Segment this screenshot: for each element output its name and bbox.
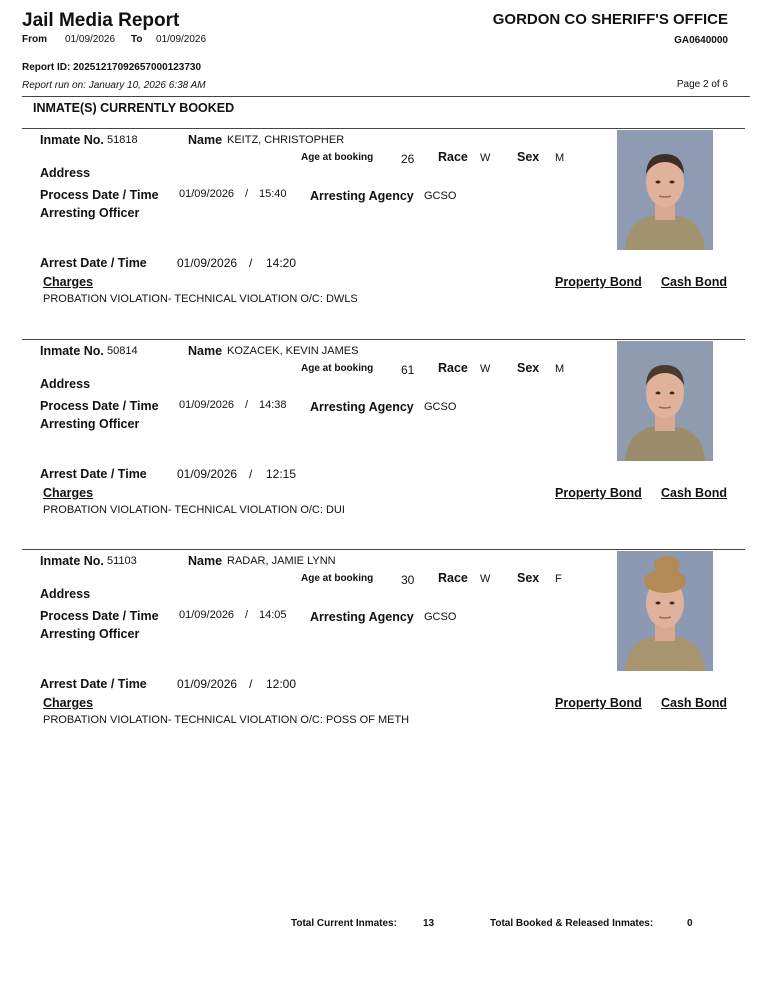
arrest-label: Arrest Date / Time xyxy=(40,467,147,481)
name-value: RADAR, JAMIE LYNN xyxy=(227,555,336,567)
process-label: Process Date / Time xyxy=(40,399,159,413)
name-label: Name xyxy=(188,344,223,358)
arrest-time: 14:20 xyxy=(266,256,297,270)
from-date: 01/09/2026 xyxy=(65,34,116,45)
inmate-record xyxy=(0,339,773,549)
age-label: Age at booking xyxy=(301,363,374,374)
agency-name: GORDON CO SHERIFF'S OFFICE xyxy=(492,11,728,28)
arrest-date: 01/09/2026 xyxy=(177,467,238,481)
arrest-date: 01/09/2026 xyxy=(177,677,238,691)
agency-label: Arresting Agency xyxy=(310,610,414,624)
sex-value: F xyxy=(555,573,562,585)
report-id: Report ID: 20251217092657000123730 xyxy=(22,62,202,73)
property-bond-label: Property Bond xyxy=(555,696,642,710)
age-value: 61 xyxy=(401,363,415,377)
booking-photo xyxy=(617,551,713,671)
agency-value: GCSO xyxy=(424,401,457,413)
address-label: Address xyxy=(40,587,91,601)
charges-label: Charges xyxy=(43,696,94,710)
process-sep: / xyxy=(245,188,249,200)
booking-photo xyxy=(617,341,713,461)
name-label: Name xyxy=(188,133,223,147)
to-date: 01/09/2026 xyxy=(156,34,207,45)
record-divider xyxy=(22,549,745,550)
process-time: 15:40 xyxy=(259,188,287,200)
arrest-time: 12:15 xyxy=(266,467,297,481)
agency-value: GCSO xyxy=(424,190,457,202)
arrest-label: Arrest Date / Time xyxy=(40,677,147,691)
officer-label: Arresting Officer xyxy=(40,417,140,431)
sex-label: Sex xyxy=(517,361,540,375)
charge-text: PROBATION VIOLATION- TECHNICAL VIOLATION O/C: POSS OF METH xyxy=(43,714,410,726)
inmate-record xyxy=(0,549,773,759)
to-label: To xyxy=(131,34,143,45)
race-label: Race xyxy=(438,150,468,164)
total-released-value: 0 xyxy=(687,918,693,929)
process-sep: / xyxy=(245,609,249,621)
page-number: Page 2 of 6 xyxy=(676,79,728,90)
total-released-label: Total Booked & Released Inmates: xyxy=(490,918,654,929)
total-current-label: Total Current Inmates: xyxy=(291,918,397,929)
cash-bond-label: Cash Bond xyxy=(661,275,727,289)
record-divider xyxy=(22,128,745,129)
race-value: W xyxy=(480,152,491,164)
arrest-sep: / xyxy=(249,467,253,481)
process-date: 01/09/2026 xyxy=(179,609,235,621)
inmate-no-label: Inmate No. xyxy=(40,133,104,147)
charges-label: Charges xyxy=(43,275,94,289)
sex-value: M xyxy=(555,152,565,164)
inmate-no-value: 51818 xyxy=(107,134,138,146)
process-date: 01/09/2026 xyxy=(179,188,235,200)
age-label: Age at booking xyxy=(301,152,374,163)
from-label: From xyxy=(22,34,47,45)
cash-bond-label: Cash Bond xyxy=(661,486,727,500)
record-divider xyxy=(22,339,745,340)
process-time: 14:05 xyxy=(259,609,287,621)
arrest-label: Arrest Date / Time xyxy=(40,256,147,270)
agency-value: GCSO xyxy=(424,611,457,623)
address-label: Address xyxy=(40,377,91,391)
process-time: 14:38 xyxy=(259,399,287,411)
race-label: Race xyxy=(438,361,468,375)
process-date: 01/09/2026 xyxy=(179,399,235,411)
process-label: Process Date / Time xyxy=(40,188,159,202)
inmate-no-value: 50814 xyxy=(107,345,138,357)
cash-bond-label: Cash Bond xyxy=(661,696,727,710)
sex-label: Sex xyxy=(517,150,540,164)
section-title: INMATE(S) CURRENTLY BOOKED xyxy=(33,101,235,115)
charge-text: PROBATION VIOLATION- TECHNICAL VIOLATION O/C: DUI xyxy=(43,504,345,516)
arrest-time: 12:00 xyxy=(266,677,297,691)
inmate-record xyxy=(0,128,773,338)
arrest-date: 01/09/2026 xyxy=(177,256,238,270)
inmate-no-label: Inmate No. xyxy=(40,344,104,358)
officer-label: Arresting Officer xyxy=(40,627,140,641)
charges-label: Charges xyxy=(43,486,94,500)
inmate-no-value: 51103 xyxy=(107,555,137,567)
arrest-sep: / xyxy=(249,677,253,691)
address-label: Address xyxy=(40,166,91,180)
age-value: 30 xyxy=(401,573,415,587)
header-divider xyxy=(22,96,750,97)
agency-label: Arresting Agency xyxy=(310,189,414,203)
name-value: KOZACEK, KEVIN JAMES xyxy=(227,345,359,357)
age-value: 26 xyxy=(401,152,415,166)
booking-photo xyxy=(617,130,713,250)
sex-value: M xyxy=(555,363,565,375)
report-run: Report run on: January 10, 2026 6:38 AM xyxy=(22,80,206,91)
race-value: W xyxy=(480,573,491,585)
property-bond-label: Property Bond xyxy=(555,275,642,289)
process-label: Process Date / Time xyxy=(40,609,159,623)
total-current-value: 13 xyxy=(423,918,435,929)
report-title: Jail Media Report xyxy=(22,10,180,31)
name-value: KEITZ, CHRISTOPHER xyxy=(227,134,345,146)
ori-code: GA0640000 xyxy=(674,35,728,46)
property-bond-label: Property Bond xyxy=(555,486,642,500)
age-label: Age at booking xyxy=(301,573,374,584)
race-value: W xyxy=(480,363,491,375)
charge-text: PROBATION VIOLATION- TECHNICAL VIOLATION O/C: DWLS xyxy=(43,293,358,305)
process-sep: / xyxy=(245,399,249,411)
name-label: Name xyxy=(188,554,223,568)
inmate-no-label: Inmate No. xyxy=(40,554,104,568)
race-label: Race xyxy=(438,571,468,585)
sex-label: Sex xyxy=(517,571,540,585)
agency-label: Arresting Agency xyxy=(310,400,414,414)
officer-label: Arresting Officer xyxy=(40,206,140,220)
arrest-sep: / xyxy=(249,256,253,270)
